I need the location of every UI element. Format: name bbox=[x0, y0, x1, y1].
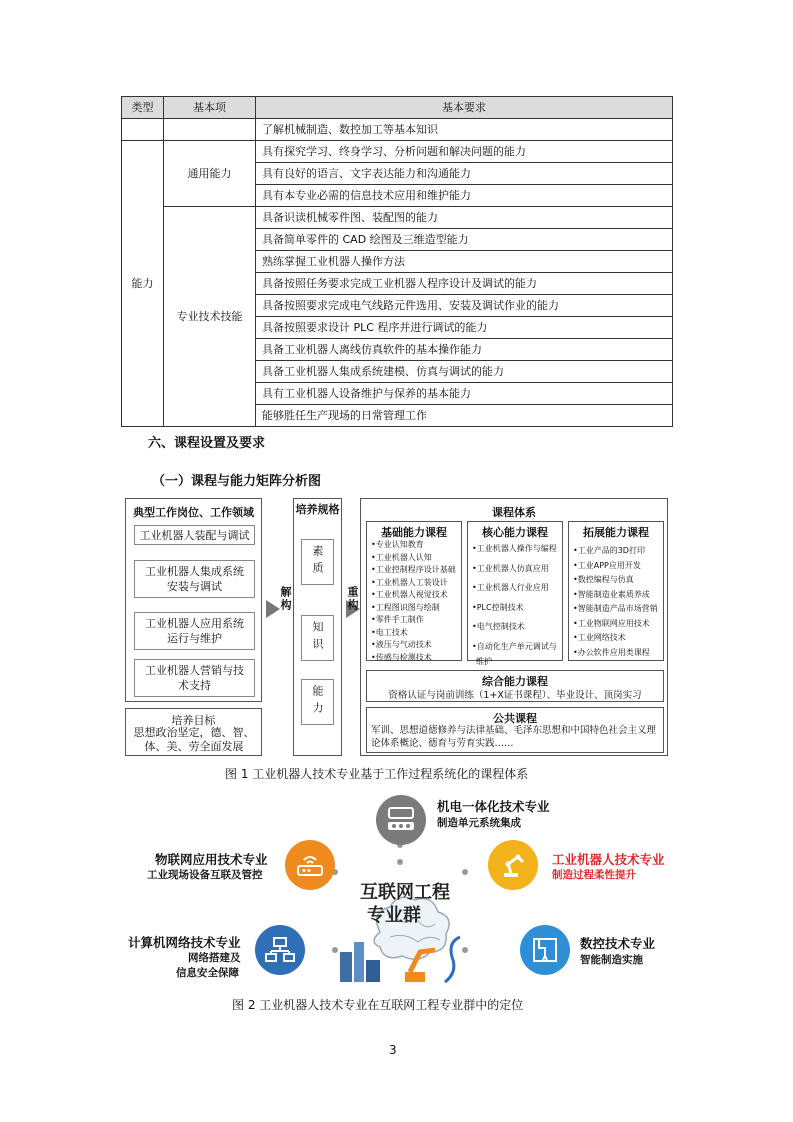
extension-courses-list bbox=[573, 544, 658, 660]
list-item: •工业控制程序设计基础 bbox=[371, 565, 456, 574]
top-major-sub: 制造单元系统集成 bbox=[437, 817, 521, 829]
spec-box: 知识 bbox=[301, 615, 334, 661]
basic-courses-box bbox=[366, 521, 462, 661]
list-item: •工业APP应用开发 bbox=[573, 560, 641, 570]
job-box: 工业机器人集成系统安装与调试 bbox=[134, 560, 255, 598]
list-item: •数控编程与仿真 bbox=[573, 575, 634, 584]
basic-courses-title: 基础能力课程 bbox=[381, 526, 447, 539]
public-courses-line: 军训、思想道德修养与法律基础、毛泽东思想和中国特色社会主义理 bbox=[371, 725, 657, 736]
list-item: •自动化生产单元调试与 bbox=[472, 641, 557, 651]
table-row bbox=[122, 207, 673, 229]
goal-title: 培养目标 bbox=[171, 714, 216, 727]
list-item: •工业机器人认知 bbox=[371, 552, 432, 562]
goal-text: 思想政治坚定，德、智、体、美、劳全面发展 bbox=[133, 726, 255, 753]
jobs-title: 典型工作岗位、工作领域 bbox=[133, 506, 254, 519]
page-number: 3 bbox=[389, 1043, 397, 1057]
list-item: •工业产品的3D打印 bbox=[573, 546, 645, 555]
deconstruct-label: 解构 bbox=[279, 586, 292, 612]
public-courses-text bbox=[371, 724, 663, 750]
list-item: •专业认知教育 bbox=[371, 540, 424, 549]
table-header-row bbox=[122, 97, 673, 119]
robot-arm-icon bbox=[488, 840, 538, 890]
list-item: •传感与检测技术 bbox=[371, 652, 432, 662]
header-type: 类型 bbox=[122, 97, 164, 119]
course-system-title: 课程体系 bbox=[492, 506, 536, 519]
comprehensive-courses-text: 资格认证与岗前训练（1+X证书课程）、毕业设计、顶岗实习 bbox=[388, 690, 642, 701]
list-item: •工业机器人行业应用 bbox=[472, 583, 549, 592]
iot-icon bbox=[285, 840, 335, 890]
requirements-table bbox=[121, 96, 673, 427]
table-row bbox=[122, 119, 673, 141]
requirement-cell: 熟练掌握工业机器人操作方法 bbox=[256, 251, 673, 273]
requirement-cell: 具备简单零件的 CAD 绘图及三维造型能力 bbox=[256, 229, 673, 251]
list-item: •工业网络技术 bbox=[573, 633, 626, 642]
requirement-cell: 具有良好的语言、文字表达能力和沟通能力 bbox=[256, 163, 673, 185]
basic-courses-list bbox=[371, 539, 456, 664]
job-box: 工业机器人营销与技术支持 bbox=[134, 659, 255, 697]
left2-major-title: 计算机网络技术专业 bbox=[128, 935, 241, 950]
left1-major-title: 物联网应用技术专业 bbox=[155, 852, 268, 867]
figure-1-caption: 图 1 工业机器人技术专业基于工作过程系统化的课程体系 bbox=[225, 767, 529, 781]
requirement-cell: 具备工业机器人集成系统建模、仿真与调试的能力 bbox=[256, 361, 673, 383]
header-requirement: 基本要求 bbox=[256, 97, 673, 119]
network-icon bbox=[255, 925, 305, 975]
left2-major-sub1: 网络搭建及 bbox=[188, 952, 241, 964]
left1-major-sub: 工业现场设备互联及管控 bbox=[147, 869, 263, 881]
extension-courses-box bbox=[568, 521, 664, 661]
spec-title: 培养规格 bbox=[295, 503, 340, 516]
list-item: •工程图识图与绘制 bbox=[371, 602, 440, 612]
requirement-cell: 具备按照任务要求完成工业机器人程序设计及调试的能力 bbox=[256, 273, 673, 295]
left2-major-sub2: 信息安全保障 bbox=[176, 967, 239, 979]
list-item: •电气控制技术 bbox=[472, 622, 525, 631]
list-item: •工业机器人操作与编程 bbox=[472, 544, 557, 553]
requirement-cell: 了解机械制造、数控加工等基本知识 bbox=[256, 119, 673, 141]
requirement-cell: 具备工业机器人离线仿真软件的基本操作能力 bbox=[256, 339, 673, 361]
mechatronics-icon bbox=[376, 795, 426, 845]
list-item: •工业机器人视觉技术 bbox=[371, 590, 448, 599]
table-row bbox=[122, 141, 673, 163]
right1-major-sub: 制造过程柔性提升 bbox=[552, 869, 636, 881]
right2-major-sub: 智能制造实施 bbox=[580, 954, 643, 966]
list-item: •工业机器人仿真应用 bbox=[472, 563, 549, 573]
sub-heading: （一）课程与能力矩阵分析图 bbox=[152, 474, 322, 489]
core-courses-title: 核心能力课程 bbox=[482, 526, 548, 539]
core-courses-list bbox=[472, 539, 557, 668]
right1-major-title: 工业机器人技术专业 bbox=[552, 852, 665, 867]
requirement-cell: 具备按照要求设计 PLC 程序并进行调试的能力 bbox=[256, 317, 673, 339]
comprehensive-courses-title: 综合能力课程 bbox=[482, 675, 548, 688]
spec-box: 素质 bbox=[301, 539, 334, 585]
spec-box: 能力 bbox=[301, 679, 334, 725]
list-item: •工业机器人工装设计 bbox=[371, 577, 448, 587]
item-cell-professional: 专业技术技能 bbox=[164, 207, 256, 427]
reconstruct-label: 重构 bbox=[346, 586, 359, 612]
extension-courses-title: 拓展能力课程 bbox=[583, 526, 649, 539]
requirement-cell: 具有本专业必需的信息技术应用和维护能力 bbox=[256, 185, 673, 207]
spec-panel bbox=[293, 498, 342, 756]
comprehensive-courses-box bbox=[366, 670, 664, 702]
course-system-panel bbox=[360, 498, 668, 756]
list-item: •零件手工制作 bbox=[371, 615, 424, 624]
requirement-cell: 能够胜任生产现场的日常管理工作 bbox=[256, 405, 673, 427]
right2-major-title: 数控技术专业 bbox=[580, 936, 656, 951]
requirement-cell: 具有探究学习、终身学习、分析问题和解决问题的能力 bbox=[256, 141, 673, 163]
job-box: 工业机器人应用系统运行与维护 bbox=[134, 612, 255, 650]
jobs-panel bbox=[125, 498, 262, 702]
list-item: •液压与气动技术 bbox=[371, 640, 432, 649]
type-cell-ability: 能力 bbox=[122, 141, 164, 427]
section-heading: 六、课程设置及要求 bbox=[148, 436, 266, 451]
job-box: 工业机器人装配与调试 bbox=[134, 525, 255, 545]
list-item: 维护 bbox=[476, 657, 492, 666]
list-item: •智能制造业素质养成 bbox=[573, 589, 650, 599]
center-title-line1: 互联网工程 bbox=[360, 882, 450, 903]
public-courses-line: 论体系概论、德育与劳育实践…… bbox=[371, 738, 514, 749]
top-major-title: 机电一体化技术专业 bbox=[437, 799, 550, 814]
core-courses-box bbox=[467, 521, 563, 666]
public-courses-title: 公共课程 bbox=[493, 712, 537, 725]
requirement-cell: 具备识读机械零件图、装配图的能力 bbox=[256, 207, 673, 229]
list-item: •PLC控制技术 bbox=[472, 602, 524, 612]
header-item: 基本项 bbox=[164, 97, 256, 119]
requirement-cell: 具备按照要求完成电气线路元件选用、安装及调试作业的能力 bbox=[256, 295, 673, 317]
goal-panel bbox=[125, 708, 262, 756]
cnc-icon bbox=[520, 925, 570, 975]
list-item: •工业物联网应用技术 bbox=[573, 618, 650, 628]
item-cell-general: 通用能力 bbox=[164, 141, 256, 207]
public-courses-box bbox=[366, 707, 664, 753]
list-item: •办公软件应用类课程 bbox=[573, 647, 650, 657]
figure-2-caption: 图 2 工业机器人技术专业在互联网工程专业群中的定位 bbox=[232, 998, 524, 1012]
list-item: •智能制造产品市场营销 bbox=[573, 604, 658, 613]
center-title-line2: 专业群 bbox=[367, 905, 421, 926]
list-item: •电工技术 bbox=[371, 627, 408, 637]
requirement-cell: 具有工业机器人设备维护与保养的基本能力 bbox=[256, 383, 673, 405]
